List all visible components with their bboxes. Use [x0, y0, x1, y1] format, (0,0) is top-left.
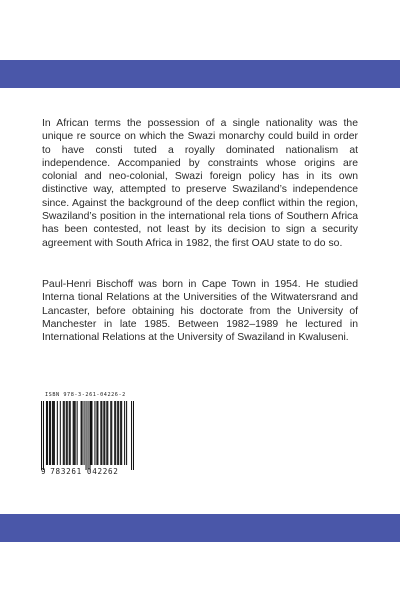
barcode-bar — [94, 401, 95, 465]
barcode-bar — [53, 401, 54, 465]
barcode-bar — [60, 401, 61, 465]
barcode-digits-group-2: 042262 — [86, 467, 119, 476]
barcode-bar — [46, 401, 47, 465]
barcode-bar — [64, 401, 65, 465]
barcode-bar — [90, 401, 91, 465]
barcode-bar — [77, 401, 78, 465]
barcode-bar — [111, 401, 112, 465]
barcode-bar — [117, 401, 118, 465]
barcode-bar — [54, 401, 55, 465]
barcode-bar — [121, 401, 122, 465]
barcode-bar — [126, 401, 127, 465]
barcode-bar — [73, 401, 74, 465]
barcode-bar — [96, 401, 97, 465]
barcode-bar — [75, 401, 76, 465]
isbn-barcode — [41, 392, 134, 482]
barcode-bar — [100, 401, 101, 465]
barcode-bar — [67, 401, 68, 465]
barcode-bar — [47, 401, 48, 465]
barcode-bars — [41, 401, 134, 470]
barcode-bar — [84, 401, 85, 465]
barcode-bar — [103, 401, 104, 465]
barcode-bar — [49, 401, 50, 465]
barcode-bar — [86, 401, 87, 470]
barcode-bar — [63, 401, 64, 465]
barcode-bar — [107, 401, 108, 465]
barcode-bar — [69, 401, 70, 465]
barcode-bar — [41, 401, 42, 470]
barcode-bar — [115, 401, 116, 465]
barcode-bar — [91, 401, 92, 465]
barcode-bar — [66, 401, 67, 465]
barcode-bar — [124, 401, 125, 465]
barcode-bar — [101, 401, 102, 465]
barcode-bar — [114, 401, 115, 465]
barcode-bar — [104, 401, 105, 465]
barcode-bar — [81, 401, 82, 465]
barcode-bar — [89, 401, 90, 470]
barcode-digits-group-1: 783261 — [50, 467, 82, 476]
book-blurb: In African terms the possession of a single nationality was the unique re source on which the Swazi monarchy could build in order to have consti tuted a royally dominated nationalism at independence. Accompanied by constraints whose origins are colonial and neo-colonial, Swazi foreign policy has in its own distinctive way, attempted to preserve Swaziland’s independence since. Against the background of the deep conflict within the region, Swaziland’s position in the international rela tions of Southern Africa has been contested, not least by its decision to sign a security agreement with South Africa in 1982, the first OAU state to do so. — [42, 118, 358, 249]
barcode-bar — [131, 401, 132, 470]
barcode-bar — [88, 401, 89, 470]
barcode-bar — [133, 401, 134, 470]
barcode-digit-lead: 9 — [41, 467, 47, 476]
author-bio: Paul-Henri Bischoff was born in Cape Town in 1954. He studied Interna tional Relations at the Universities of the Witwatersrand and Lancaster, before obtaining his doctorate from the University of Manchester in late 1985. Between 1982–1989 he lectured in International Relations at the University of Swaziland in Kwaluseni. — [42, 279, 358, 344]
barcode-bar — [97, 401, 98, 465]
barcode-bar — [43, 401, 44, 470]
barcode-bar — [82, 401, 83, 465]
isbn-label: ISBN 978-3-261-04226-2 — [45, 392, 126, 398]
barcode-bar — [110, 401, 111, 465]
top-color-band — [0, 60, 400, 88]
barcode-bar — [52, 401, 53, 465]
barcode-bar — [70, 401, 71, 465]
bottom-color-band — [0, 514, 400, 542]
barcode-bar — [106, 401, 107, 465]
barcode-digits — [41, 467, 134, 476]
barcode-bar — [57, 401, 58, 465]
barcode-bar — [120, 401, 121, 465]
barcode-bar — [50, 401, 51, 465]
barcode-bar — [74, 401, 75, 465]
barcode-bar — [118, 401, 119, 465]
